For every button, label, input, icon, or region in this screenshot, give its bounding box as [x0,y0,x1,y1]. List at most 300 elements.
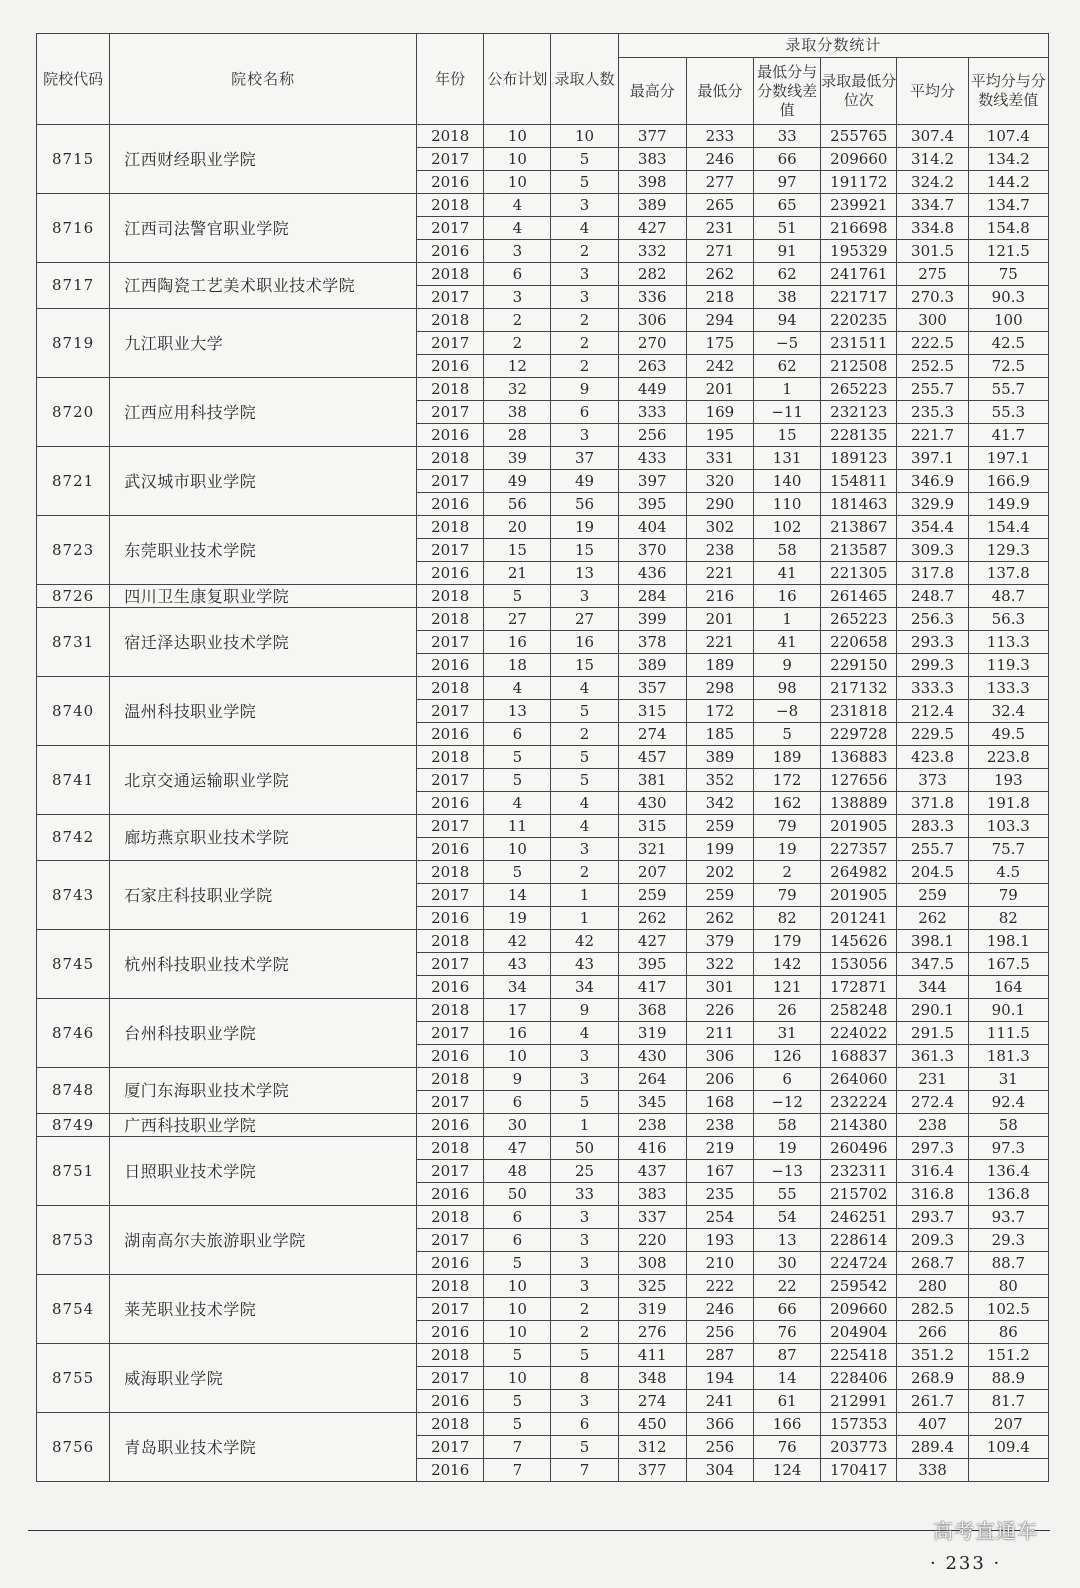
avg-diff-cell: 48.7 [968,585,1048,608]
plan-cell: 2 [484,309,551,332]
year-cell: 2018 [417,516,484,539]
plan-cell: 4 [484,792,551,815]
min-diff-cell: 131 [754,447,821,470]
min-score-cell: 306 [686,1045,753,1068]
min-rank-cell: 213587 [821,539,897,562]
min-score-cell: 216 [686,585,753,608]
avg-diff-cell: 109.4 [968,1436,1048,1459]
avg-score-cell: 293.7 [897,1206,968,1229]
plan-cell: 6 [484,263,551,286]
avg-score-cell: 268.9 [897,1367,968,1390]
year-cell: 2017 [417,815,484,838]
min-rank-cell: 217132 [821,677,897,700]
min-rank-cell: 189123 [821,447,897,470]
min-diff-cell: 140 [754,470,821,493]
school-code: 8731 [37,608,110,677]
year-cell: 2017 [417,539,484,562]
max-score-cell: 389 [618,654,686,677]
admitted-cell: 4 [551,815,618,838]
admitted-cell: 27 [551,608,618,631]
school-code: 8719 [37,309,110,378]
min-rank-cell: 181463 [821,493,897,516]
year-cell: 2016 [417,1321,484,1344]
max-score-cell: 276 [618,1321,686,1344]
avg-score-cell: 293.3 [897,631,968,654]
min-diff-cell: 13 [754,1229,821,1252]
avg-score-cell: 373 [897,769,968,792]
plan-cell: 30 [484,1114,551,1137]
avg-score-cell: 354.4 [897,516,968,539]
max-score-cell: 284 [618,585,686,608]
min-rank-cell: 191172 [821,171,897,194]
plan-cell: 19 [484,907,551,930]
table-row [37,815,1049,838]
min-rank-cell: 229728 [821,723,897,746]
admitted-cell: 15 [551,539,618,562]
plan-cell: 7 [484,1436,551,1459]
max-score-cell: 263 [618,355,686,378]
admitted-cell: 2 [551,355,618,378]
avg-diff-cell [968,1459,1048,1482]
admitted-cell: 16 [551,631,618,654]
min-rank-cell: 201905 [821,815,897,838]
year-cell: 2016 [417,424,484,447]
min-rank-cell: 209660 [821,148,897,171]
plan-cell: 10 [484,171,551,194]
avg-diff-cell: 55.3 [968,401,1048,424]
admitted-cell: 43 [551,953,618,976]
min-score-cell: 201 [686,378,753,401]
school-code: 8726 [37,585,110,608]
min-rank-cell: 220235 [821,309,897,332]
header-score-stats-group: 录取分数统计 [618,34,1048,58]
year-cell: 2018 [417,309,484,332]
plan-cell: 34 [484,976,551,999]
plan-cell: 5 [484,1344,551,1367]
avg-diff-cell: 151.2 [968,1344,1048,1367]
min-diff-cell: 179 [754,930,821,953]
avg-score-cell: 255.7 [897,838,968,861]
min-rank-cell: 232224 [821,1091,897,1114]
admitted-cell: 5 [551,746,618,769]
header-school-code: 院校代码 [37,34,110,125]
plan-cell: 17 [484,999,551,1022]
min-score-cell: 189 [686,654,753,677]
min-diff-cell: 79 [754,815,821,838]
max-score-cell: 378 [618,631,686,654]
admitted-cell: 5 [551,1091,618,1114]
avg-score-cell: 309.3 [897,539,968,562]
min-diff-cell: 110 [754,493,821,516]
avg-diff-cell: 181.3 [968,1045,1048,1068]
admitted-cell: 2 [551,861,618,884]
watermark: 高考直通车 [933,1519,1038,1543]
year-cell: 2017 [417,953,484,976]
avg-score-cell: 259 [897,884,968,907]
min-score-cell: 256 [686,1321,753,1344]
min-score-cell: 201 [686,608,753,631]
max-score-cell: 220 [618,1229,686,1252]
avg-diff-cell: 137.8 [968,562,1048,585]
year-cell: 2017 [417,217,484,240]
avg-diff-cell: 29.3 [968,1229,1048,1252]
min-rank-cell: 145626 [821,930,897,953]
max-score-cell: 397 [618,470,686,493]
avg-score-cell: 307.4 [897,125,968,148]
min-score-cell: 259 [686,884,753,907]
avg-score-cell: 238 [897,1114,968,1137]
min-score-cell: 256 [686,1436,753,1459]
min-score-cell: 167 [686,1160,753,1183]
plan-cell: 3 [484,286,551,309]
school-name: 石家庄科技职业学院 [110,861,417,930]
min-diff-cell: 172 [754,769,821,792]
admitted-cell: 2 [551,240,618,263]
school-name: 杭州科技职业技术学院 [110,930,417,999]
avg-score-cell: 221.7 [897,424,968,447]
max-score-cell: 256 [618,424,686,447]
year-cell: 2017 [417,1367,484,1390]
min-score-cell: 194 [686,1367,753,1390]
plan-cell: 11 [484,815,551,838]
avg-score-cell: 280 [897,1275,968,1298]
table-row [37,999,1049,1022]
admitted-cell: 2 [551,309,618,332]
admitted-cell: 6 [551,1413,618,1436]
max-score-cell: 325 [618,1275,686,1298]
max-score-cell: 411 [618,1344,686,1367]
admission-score-table [36,33,1049,1482]
year-cell: 2018 [417,999,484,1022]
school-code: 8723 [37,516,110,585]
avg-score-cell: 266 [897,1321,968,1344]
max-score-cell: 319 [618,1298,686,1321]
avg-diff-cell: 88.7 [968,1252,1048,1275]
year-cell: 2016 [417,654,484,677]
avg-diff-cell: 136.4 [968,1160,1048,1183]
min-diff-cell: 58 [754,539,821,562]
school-name: 江西应用科技学院 [110,378,417,447]
max-score-cell: 437 [618,1160,686,1183]
min-diff-cell: 55 [754,1183,821,1206]
admitted-cell: 56 [551,493,618,516]
plan-cell: 5 [484,861,551,884]
min-diff-cell: 87 [754,1344,821,1367]
min-score-cell: 193 [686,1229,753,1252]
admitted-cell: 2 [551,1298,618,1321]
avg-diff-cell: 72.5 [968,355,1048,378]
plan-cell: 6 [484,1206,551,1229]
avg-score-cell: 231 [897,1068,968,1091]
min-rank-cell: 259542 [821,1275,897,1298]
avg-score-cell: 398.1 [897,930,968,953]
avg-diff-cell: 75.7 [968,838,1048,861]
avg-diff-cell: 90.1 [968,999,1048,1022]
school-code: 8749 [37,1114,110,1137]
avg-score-cell: 338 [897,1459,968,1482]
year-cell: 2017 [417,470,484,493]
min-rank-cell: 241761 [821,263,897,286]
min-rank-cell: 258248 [821,999,897,1022]
min-rank-cell: 260496 [821,1137,897,1160]
year-cell: 2017 [417,700,484,723]
admitted-cell: 3 [551,1275,618,1298]
school-code: 8715 [37,125,110,194]
min-score-cell: 320 [686,470,753,493]
admitted-cell: 19 [551,516,618,539]
min-score-cell: 172 [686,700,753,723]
table-bottom-rule [28,1530,1050,1531]
avg-diff-cell: 97.3 [968,1137,1048,1160]
admitted-cell: 50 [551,1137,618,1160]
avg-diff-cell: 121.5 [968,240,1048,263]
min-rank-cell: 204904 [821,1321,897,1344]
min-diff-cell: 162 [754,792,821,815]
min-diff-cell: 51 [754,217,821,240]
avg-diff-cell: 111.5 [968,1022,1048,1045]
avg-score-cell: 334.7 [897,194,968,217]
admitted-cell: 3 [551,838,618,861]
avg-score-cell: 283.3 [897,815,968,838]
min-diff-cell: 6 [754,1068,821,1091]
year-cell: 2017 [417,332,484,355]
admitted-cell: 9 [551,378,618,401]
min-rank-cell: 127656 [821,769,897,792]
header-min-score: 最低分 [686,58,753,125]
min-diff-cell: 189 [754,746,821,769]
admitted-cell: 3 [551,1206,618,1229]
min-rank-cell: 225418 [821,1344,897,1367]
school-name: 青岛职业技术学院 [110,1413,417,1482]
admitted-cell: 3 [551,1045,618,1068]
year-cell: 2016 [417,976,484,999]
min-diff-cell: −13 [754,1160,821,1183]
min-diff-cell: 102 [754,516,821,539]
max-score-cell: 368 [618,999,686,1022]
avg-diff-cell: 102.5 [968,1298,1048,1321]
max-score-cell: 207 [618,861,686,884]
min-score-cell: 246 [686,1298,753,1321]
min-diff-cell: 121 [754,976,821,999]
min-diff-cell: 2 [754,861,821,884]
min-score-cell: 259 [686,815,753,838]
min-rank-cell: 195329 [821,240,897,263]
max-score-cell: 357 [618,677,686,700]
avg-diff-cell: 119.3 [968,654,1048,677]
plan-cell: 15 [484,539,551,562]
avg-score-cell: 268.7 [897,1252,968,1275]
max-score-cell: 383 [618,1183,686,1206]
table-row [37,1206,1049,1229]
table-row [37,746,1049,769]
admitted-cell: 49 [551,470,618,493]
admitted-cell: 4 [551,1022,618,1045]
school-name: 厦门东海职业技术学院 [110,1068,417,1114]
admitted-cell: 4 [551,677,618,700]
admitted-cell: 3 [551,424,618,447]
min-rank-cell: 153056 [821,953,897,976]
admitted-cell: 33 [551,1183,618,1206]
year-cell: 2018 [417,930,484,953]
min-rank-cell: 138889 [821,792,897,815]
year-cell: 2016 [417,1459,484,1482]
admitted-cell: 5 [551,171,618,194]
avg-score-cell: 324.2 [897,171,968,194]
year-cell: 2018 [417,1206,484,1229]
admitted-cell: 15 [551,654,618,677]
avg-score-cell: 397.1 [897,447,968,470]
avg-diff-cell: 81.7 [968,1390,1048,1413]
max-score-cell: 306 [618,309,686,332]
school-name: 宿迁泽达职业技术学院 [110,608,417,677]
avg-score-cell: 371.8 [897,792,968,815]
year-cell: 2016 [417,1114,484,1137]
avg-score-cell: 317.8 [897,562,968,585]
plan-cell: 10 [484,1045,551,1068]
admitted-cell: 13 [551,562,618,585]
min-diff-cell: 98 [754,677,821,700]
school-code: 8756 [37,1413,110,1482]
min-diff-cell: 76 [754,1436,821,1459]
year-cell: 2017 [417,401,484,424]
min-score-cell: 231 [686,217,753,240]
school-name: 威海职业学院 [110,1344,417,1413]
min-diff-cell: 16 [754,585,821,608]
max-score-cell: 404 [618,516,686,539]
min-rank-cell: 201905 [821,884,897,907]
min-diff-cell: 65 [754,194,821,217]
year-cell: 2016 [417,240,484,263]
min-score-cell: 241 [686,1390,753,1413]
plan-cell: 9 [484,1068,551,1091]
min-rank-cell: 264060 [821,1068,897,1091]
avg-diff-cell: 100 [968,309,1048,332]
table-row [37,1344,1049,1367]
plan-cell: 42 [484,930,551,953]
max-score-cell: 430 [618,792,686,815]
max-score-cell: 348 [618,1367,686,1390]
avg-diff-cell: 80 [968,1275,1048,1298]
plan-cell: 10 [484,1367,551,1390]
avg-score-cell: 351.2 [897,1344,968,1367]
year-cell: 2016 [417,562,484,585]
min-rank-cell: 154811 [821,470,897,493]
min-score-cell: 322 [686,953,753,976]
avg-score-cell: 222.5 [897,332,968,355]
min-diff-cell: 9 [754,654,821,677]
avg-score-cell: 289.4 [897,1436,968,1459]
min-score-cell: 294 [686,309,753,332]
min-rank-cell: 221305 [821,562,897,585]
year-cell: 2018 [417,378,484,401]
max-score-cell: 345 [618,1091,686,1114]
min-score-cell: 262 [686,263,753,286]
plan-cell: 21 [484,562,551,585]
min-rank-cell: 220658 [821,631,897,654]
school-name: 湖南高尔夫旅游职业学院 [110,1206,417,1275]
min-rank-cell: 246251 [821,1206,897,1229]
year-cell: 2017 [417,286,484,309]
table-row [37,309,1049,332]
avg-diff-cell: 32.4 [968,700,1048,723]
admitted-cell: 3 [551,286,618,309]
min-score-cell: 226 [686,999,753,1022]
plan-cell: 16 [484,631,551,654]
year-cell: 2018 [417,1275,484,1298]
min-rank-cell: 261465 [821,585,897,608]
header-min-rank: 录取最低分位次 [821,58,897,125]
avg-score-cell: 262 [897,907,968,930]
min-rank-cell: 224022 [821,1022,897,1045]
table-row [37,263,1049,286]
avg-score-cell: 261.7 [897,1390,968,1413]
avg-diff-cell: 75 [968,263,1048,286]
min-rank-cell: 201241 [821,907,897,930]
admitted-cell: 5 [551,1344,618,1367]
min-rank-cell: 228614 [821,1229,897,1252]
min-rank-cell: 215702 [821,1183,897,1206]
year-cell: 2017 [417,631,484,654]
max-score-cell: 417 [618,976,686,999]
year-cell: 2018 [417,677,484,700]
avg-diff-cell: 197.1 [968,447,1048,470]
min-diff-cell: 76 [754,1321,821,1344]
min-diff-cell: −8 [754,700,821,723]
admitted-cell: 7 [551,1459,618,1482]
min-rank-cell: 209660 [821,1298,897,1321]
admitted-cell: 2 [551,332,618,355]
year-cell: 2016 [417,355,484,378]
max-score-cell: 274 [618,1390,686,1413]
min-diff-cell: 142 [754,953,821,976]
year-cell: 2017 [417,1091,484,1114]
max-score-cell: 389 [618,194,686,217]
min-score-cell: 271 [686,240,753,263]
min-diff-cell: 5 [754,723,821,746]
min-rank-cell: 136883 [821,746,897,769]
max-score-cell: 264 [618,1068,686,1091]
school-name: 日照职业技术学院 [110,1137,417,1206]
min-rank-cell: 221717 [821,286,897,309]
admitted-cell: 1 [551,907,618,930]
min-diff-cell: −11 [754,401,821,424]
header-avg-score: 平均分 [897,58,968,125]
admitted-cell: 3 [551,1390,618,1413]
min-diff-cell: 30 [754,1252,821,1275]
min-diff-cell: −5 [754,332,821,355]
max-score-cell: 333 [618,401,686,424]
max-score-cell: 416 [618,1137,686,1160]
min-score-cell: 199 [686,838,753,861]
table-row [37,861,1049,884]
table-row [37,585,1049,608]
avg-diff-cell: 136.8 [968,1183,1048,1206]
year-cell: 2018 [417,608,484,631]
admitted-cell: 37 [551,447,618,470]
max-score-cell: 398 [618,171,686,194]
year-cell: 2016 [417,723,484,746]
min-rank-cell: 231511 [821,332,897,355]
avg-score-cell: 361.3 [897,1045,968,1068]
avg-score-cell: 301.5 [897,240,968,263]
max-score-cell: 427 [618,930,686,953]
avg-diff-cell: 144.2 [968,171,1048,194]
admitted-cell: 4 [551,792,618,815]
max-score-cell: 436 [618,562,686,585]
min-score-cell: 195 [686,424,753,447]
min-score-cell: 221 [686,631,753,654]
table-body [37,125,1049,1482]
